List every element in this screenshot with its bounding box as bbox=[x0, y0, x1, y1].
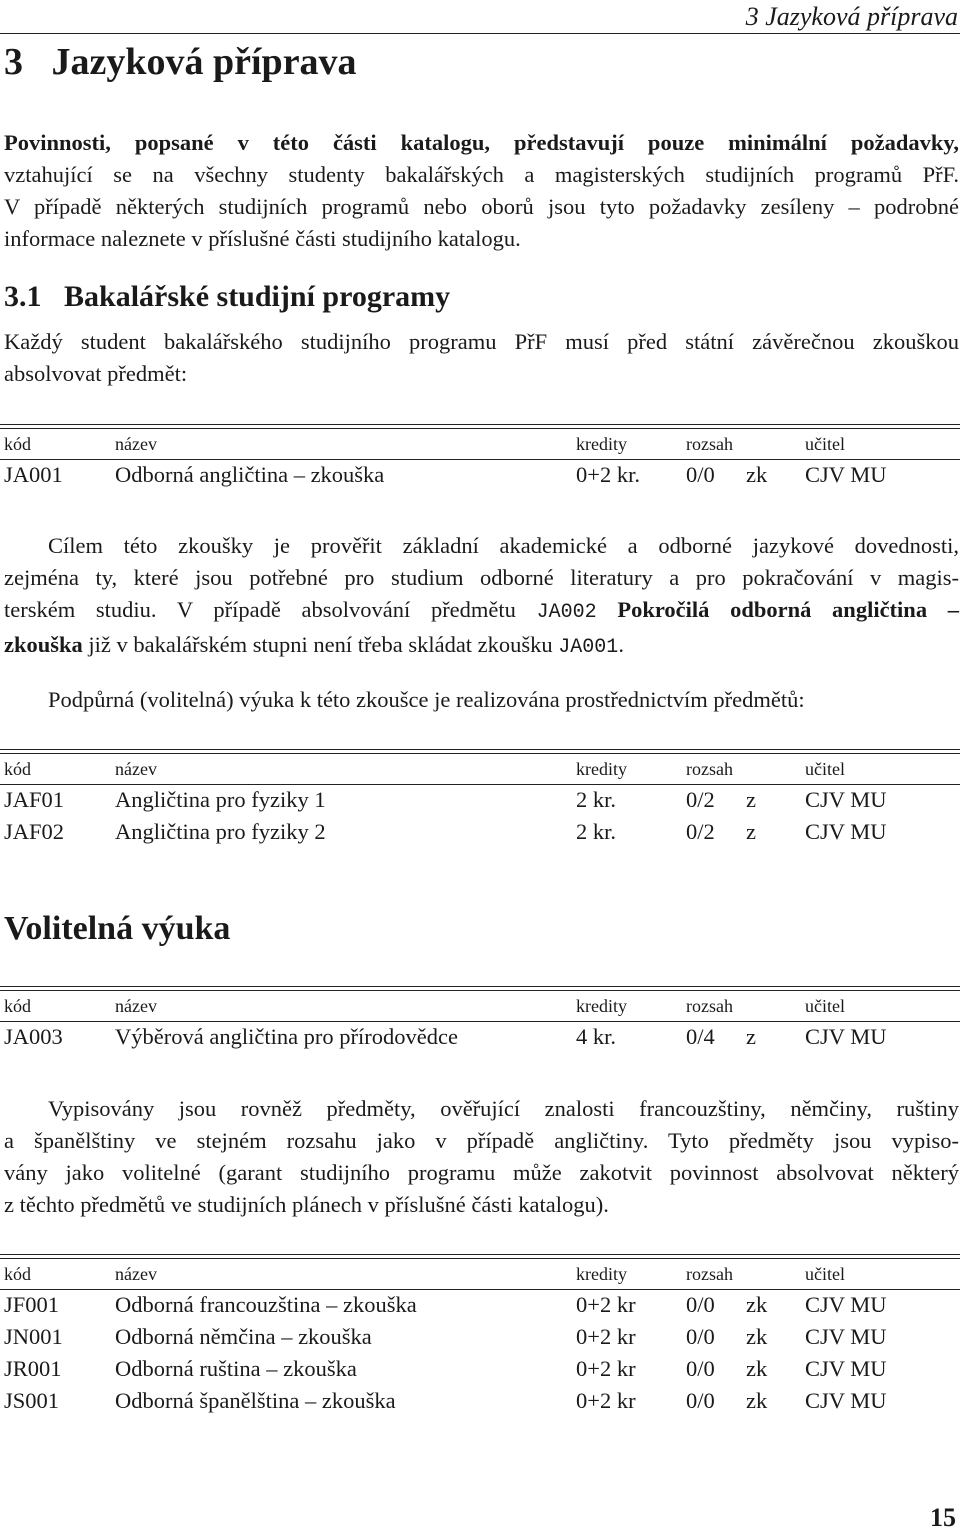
exam-text-end: . bbox=[618, 632, 624, 657]
col-header-credits: kredity bbox=[576, 759, 627, 779]
section-number: 3.1 bbox=[4, 280, 42, 313]
col-header-scope: rozsah bbox=[686, 1264, 733, 1284]
intro-paragraph bbox=[4, 127, 959, 255]
col-header-name: název bbox=[115, 996, 157, 1016]
course-teacher: CJV MU bbox=[805, 819, 887, 844]
course-completion: zk bbox=[746, 462, 768, 487]
course-teacher: CJV MU bbox=[805, 1024, 887, 1049]
section-intro-line: absolvovat předmět: bbox=[4, 361, 188, 386]
course-code: JAF01 bbox=[4, 787, 65, 812]
col-header-scope: rozsah bbox=[686, 434, 733, 454]
course-credits: 0+2 kr bbox=[576, 1324, 636, 1349]
course-scope: 0/0 bbox=[686, 462, 715, 487]
course-completion: zk bbox=[746, 1324, 768, 1349]
table-row bbox=[0, 1354, 960, 1386]
running-head: 3 Jazyková příprava bbox=[745, 2, 958, 31]
chapter-title bbox=[4, 40, 357, 84]
section-intro-line: Každý student bakalářského studijního programu PřF musí před státní závěrečnou zkouškou bbox=[4, 329, 959, 354]
exam-paragraph bbox=[4, 530, 959, 664]
course-scope: 0/2 bbox=[686, 819, 715, 844]
course-completion: z bbox=[746, 819, 756, 844]
col-header-code: kód bbox=[4, 996, 31, 1016]
col-header-name: název bbox=[115, 434, 157, 454]
table-row bbox=[0, 817, 960, 849]
col-header-teacher: učitel bbox=[805, 434, 845, 454]
other-languages-paragraph bbox=[4, 1093, 959, 1221]
course-credits: 2 kr. bbox=[576, 787, 617, 812]
col-header-credits: kredity bbox=[576, 434, 627, 454]
course-title-ref: zkouška bbox=[4, 632, 83, 657]
col-header-scope: rozsah bbox=[686, 759, 733, 779]
course-name: Odborná angličtina – zkouška bbox=[115, 462, 385, 487]
course-teacher: CJV MU bbox=[805, 462, 887, 487]
course-code-ref: JA001 bbox=[558, 636, 619, 659]
course-credits: 0+2 kr bbox=[576, 1356, 636, 1381]
course-name: Odborná francouzština – zkouška bbox=[115, 1292, 417, 1317]
course-credits: 0+2 kr bbox=[576, 1292, 636, 1317]
course-title-ref: Pokročilá odborná angličtina – bbox=[617, 597, 960, 622]
col-header-scope: rozsah bbox=[686, 996, 733, 1016]
table-row bbox=[0, 1022, 960, 1054]
support-line: Podpůrná (volitelná) výuka k této zkoušce je realizována prostřednictvím předmětů: bbox=[48, 687, 805, 712]
course-name: Angličtina pro fyziky 2 bbox=[115, 819, 326, 844]
course-scope: 0/0 bbox=[686, 1324, 715, 1349]
intro-line: vztahující se na všechny studenty bakalářských a magisterských studijních programů PřF. bbox=[4, 162, 959, 187]
course-code: JR001 bbox=[4, 1356, 62, 1381]
col-header-code: kód bbox=[4, 434, 31, 454]
exam-line-3 bbox=[4, 594, 959, 629]
other-line: vány jako volitelné (garant studijního programu může zakotvit povinnost absolvovat některý bbox=[4, 1160, 959, 1185]
exam-text: terském studiu. V případě absolvování předmětu bbox=[4, 597, 516, 622]
intro-line: Povinnosti, popsané v této části katalogu, představují pouze minimální požadavky, bbox=[4, 130, 959, 155]
intro-line: V případě některých studijních programů nebo oborů jsou tyto požadavky zesíleny – podrobné bbox=[4, 194, 959, 219]
course-teacher: CJV MU bbox=[805, 787, 887, 812]
course-scope: 0/0 bbox=[686, 1356, 715, 1381]
table-row bbox=[0, 460, 960, 492]
col-header-code: kód bbox=[4, 1264, 31, 1284]
header-rule bbox=[0, 33, 960, 34]
exam-line-4 bbox=[4, 629, 959, 664]
col-header-credits: kredity bbox=[576, 1264, 627, 1284]
table-header-row bbox=[0, 991, 960, 1021]
course-table-support bbox=[0, 749, 960, 849]
course-credits: 2 kr. bbox=[576, 819, 617, 844]
table-header-row bbox=[0, 429, 960, 459]
course-completion: z bbox=[746, 1024, 756, 1049]
course-credits: 0+2 kr bbox=[576, 1388, 636, 1413]
course-table-elective bbox=[0, 986, 960, 1054]
col-header-credits: kredity bbox=[576, 996, 627, 1016]
course-name: Výběrová angličtina pro přírodovědce bbox=[115, 1024, 458, 1049]
course-scope: 0/0 bbox=[686, 1388, 715, 1413]
course-credits: 0+2 kr. bbox=[576, 462, 640, 487]
course-code: JA003 bbox=[4, 1024, 63, 1049]
course-code-ref: JA002 bbox=[536, 601, 597, 624]
intro-line: informace naleznete v příslušné části studijního katalogu. bbox=[4, 226, 521, 251]
course-code: JA001 bbox=[4, 462, 63, 487]
course-teacher: CJV MU bbox=[805, 1388, 887, 1413]
col-header-name: název bbox=[115, 759, 157, 779]
page-number: 15 bbox=[930, 1503, 956, 1532]
course-code: JAF02 bbox=[4, 819, 65, 844]
course-table-required bbox=[0, 424, 960, 492]
course-completion: zk bbox=[746, 1292, 768, 1317]
course-code: JN001 bbox=[4, 1324, 63, 1349]
col-header-teacher: učitel bbox=[805, 1264, 845, 1284]
course-scope: 0/4 bbox=[686, 1024, 715, 1049]
table-row bbox=[0, 1386, 960, 1418]
table-row bbox=[0, 1322, 960, 1354]
col-header-teacher: učitel bbox=[805, 759, 845, 779]
elective-heading: Volitelná výuka bbox=[4, 910, 231, 947]
section-intro bbox=[4, 326, 959, 390]
exam-line: Cílem této zkoušky je prověřit základní akademické a odborné jazykové dovednosti, bbox=[48, 533, 959, 558]
course-teacher: CJV MU bbox=[805, 1292, 887, 1317]
chapter-title-text: Jazyková příprava bbox=[51, 41, 357, 83]
course-completion: z bbox=[746, 787, 756, 812]
table-header-row bbox=[0, 1259, 960, 1289]
course-scope: 0/2 bbox=[686, 787, 715, 812]
section-title: Bakalářské studijní programy bbox=[64, 280, 451, 313]
course-code: JF001 bbox=[4, 1292, 60, 1317]
exam-text: již v bakalářském stupni není třeba skládat zkoušku bbox=[88, 632, 553, 657]
other-line: Vypisovány jsou rovněž předměty, ověřující znalosti francouzštiny, němčiny, ruštiny bbox=[48, 1096, 959, 1121]
other-line: a španělštiny ve stejném rozsahu jako v případě angličtiny. Tyto předměty jsou vypiso- bbox=[4, 1128, 959, 1153]
course-table-other-languages bbox=[0, 1254, 960, 1418]
support-paragraph bbox=[4, 684, 959, 716]
other-line: z těchto předmětů ve studijních plánech v příslušné části katalogu). bbox=[4, 1192, 609, 1217]
course-scope: 0/0 bbox=[686, 1292, 715, 1317]
section-heading bbox=[4, 280, 450, 314]
col-header-code: kód bbox=[4, 759, 31, 779]
course-completion: zk bbox=[746, 1356, 768, 1381]
course-name: Angličtina pro fyziky 1 bbox=[115, 787, 326, 812]
course-code: JS001 bbox=[4, 1388, 60, 1413]
course-name: Odborná němčina – zkouška bbox=[115, 1324, 372, 1349]
table-row bbox=[0, 785, 960, 817]
course-completion: zk bbox=[746, 1388, 768, 1413]
exam-line: zejména ty, které jsou potřebné pro studium odborné literatury a pro pokračování v magis- bbox=[4, 565, 959, 590]
course-name: Odborná španělština – zkouška bbox=[115, 1388, 396, 1413]
course-teacher: CJV MU bbox=[805, 1324, 887, 1349]
table-header-row bbox=[0, 754, 960, 784]
col-header-teacher: učitel bbox=[805, 996, 845, 1016]
chapter-number: 3 bbox=[4, 41, 23, 83]
col-header-name: název bbox=[115, 1264, 157, 1284]
course-credits: 4 kr. bbox=[576, 1024, 617, 1049]
course-name: Odborná ruština – zkouška bbox=[115, 1356, 357, 1381]
table-row bbox=[0, 1290, 960, 1322]
course-teacher: CJV MU bbox=[805, 1356, 887, 1381]
